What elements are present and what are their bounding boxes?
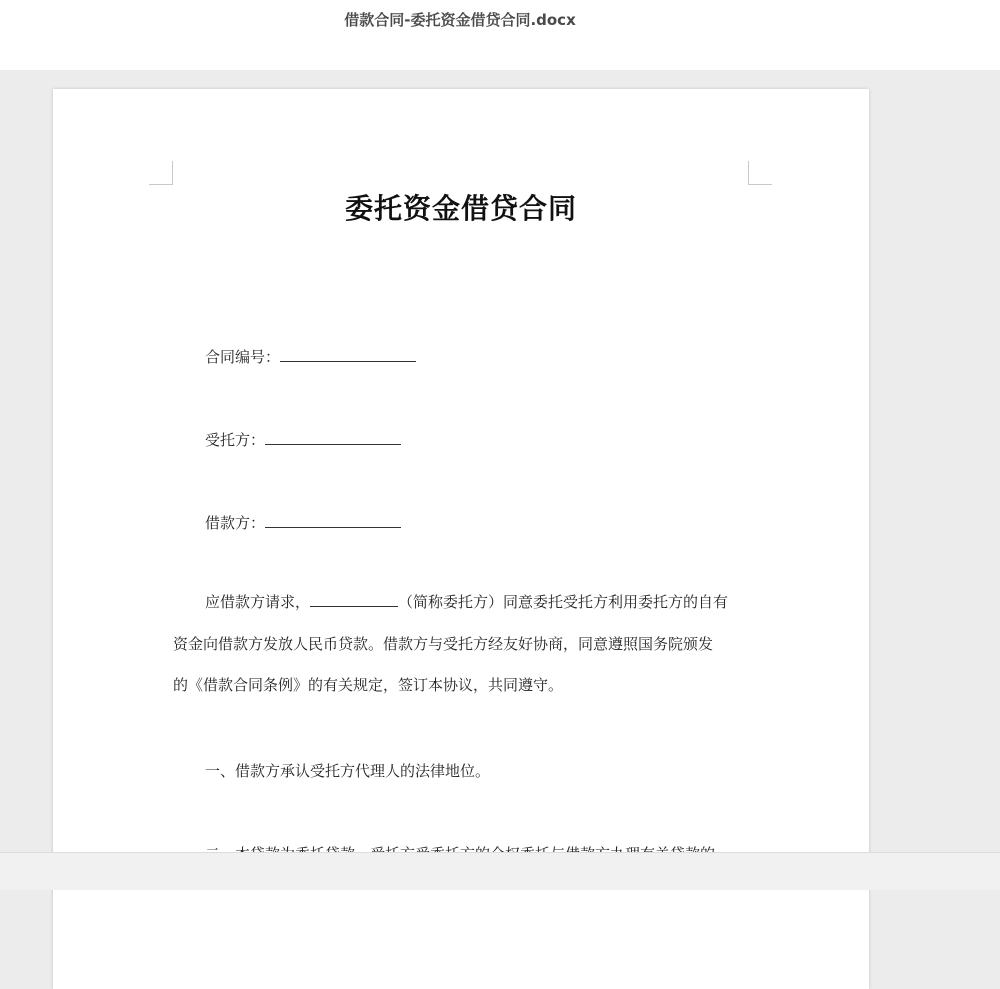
contract-number-label: 合同编号：: [205, 348, 281, 366]
status-bar: [0, 852, 1000, 890]
document-title: 委托资金借贷合同: [344, 192, 577, 225]
intro-paragraph: [173, 582, 753, 707]
borrower-label: 借款方：: [205, 514, 266, 532]
intro-line-3: 的《借款合同条例》的有关规定，签订本协议，共同遵守。: [173, 676, 564, 694]
trustee-blank: [265, 428, 401, 445]
contract-number-blank: [280, 345, 416, 362]
document-filename: 借款合同-委托资金借贷合同.docx: [344, 11, 576, 29]
title-bar: [0, 0, 1000, 70]
clause-1: 一、借款方承认受托方代理人的法律地位。: [205, 762, 491, 780]
contract-number-field: [205, 345, 416, 367]
intro-line-1: [173, 582, 753, 624]
margin-corner-top-left: [149, 161, 173, 185]
intro-line-1-pre: 应借款方请求，: [205, 593, 311, 611]
trustee-field: [205, 428, 401, 450]
intro-line-2: 资金向借款方发放人民币贷款。借款方与受托方经友好协商，同意遵照国务院颁发: [173, 634, 714, 653]
trustee-label: 受托方：: [205, 431, 266, 449]
entrustor-blank: [310, 591, 398, 607]
margin-corner-top-right: [748, 161, 772, 185]
borrower-blank: [265, 511, 401, 528]
borrower-field: [205, 511, 401, 533]
document-canvas[interactable]: [0, 70, 1000, 852]
intro-line-1-post: （简称委托方）同意委托受托方利用委托方的自有: [398, 593, 729, 611]
